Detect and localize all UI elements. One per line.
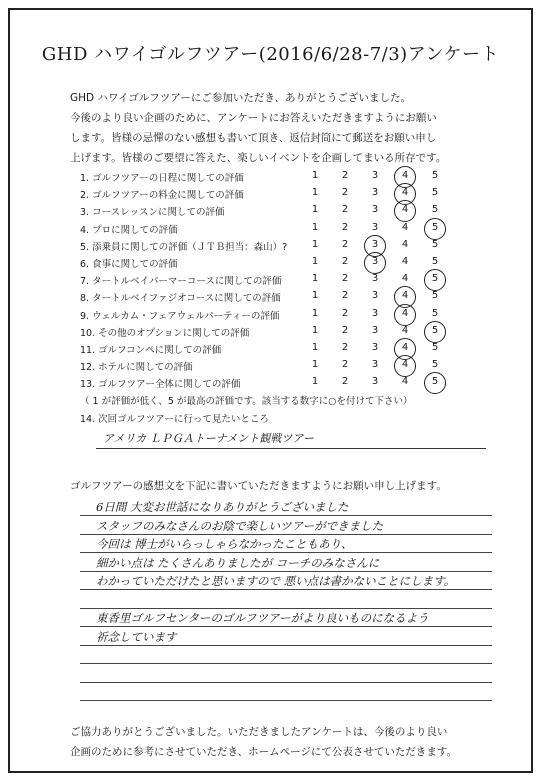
ruled-line [80, 608, 492, 609]
score-option-3[interactable]: 3 [371, 170, 379, 181]
score-option-4[interactable]: 4 [401, 307, 409, 319]
score-option-3[interactable]: 3 [371, 204, 379, 216]
score-option-4[interactable]: 4 [401, 204, 409, 216]
question-14-answer[interactable]: アメリカ ＬＰＧＡトーナメント観戦ツアー [103, 432, 314, 445]
question-row [80, 323, 500, 341]
ruled-line [80, 700, 492, 701]
score-option-1[interactable]: 1 [311, 238, 319, 250]
selected-circle [424, 372, 446, 394]
score-option-2[interactable]: 2 [341, 273, 349, 285]
question-row [80, 340, 500, 358]
score-option-1[interactable]: 1 [311, 342, 319, 353]
question-label: 8. タートルベイファジオコースに関しての評価 [80, 293, 281, 305]
question-label: 13. ゴルフツアー全体に関しての評価 [80, 379, 241, 391]
comment-line: スタッフのみなさんのお陰で楽しいツアーができました [96, 518, 384, 533]
score-option-3[interactable]: 3 [371, 290, 379, 302]
score-option-1[interactable]: 1 [311, 170, 319, 181]
score-option-2[interactable]: 2 [341, 238, 349, 250]
page-title: GHD ハワイゴルフツアー(2016/6/28-7/3)アンケート [41, 44, 500, 65]
comment-line: 6日間 大変お世話になりありがとうございました [96, 500, 349, 514]
score-option-1[interactable]: 1 [311, 359, 319, 371]
ruled-line [80, 571, 492, 572]
question-label: 5. 添乗員に関しての評価（ＪＴＢ担当：森山）? [80, 241, 288, 253]
score-option-2[interactable]: 2 [341, 359, 349, 371]
score-option-4[interactable]: 4 [401, 290, 409, 302]
ruled-line [80, 515, 492, 516]
intro-text [70, 88, 510, 168]
question-row [80, 168, 500, 186]
score-option-3[interactable]: 3 [371, 256, 379, 267]
score-option-5[interactable]: 5 [431, 221, 439, 233]
question-label: 11. ゴルフコンペに関しての評価 [80, 345, 222, 356]
score-option-2[interactable]: 2 [341, 342, 349, 353]
closing-line: 企画のために参考にさせていただき、ホームページにて公表させていただきます。 [70, 746, 458, 758]
ruled-line [80, 645, 492, 646]
ruled-line [80, 626, 492, 627]
question-label: 10. その他のオプションに関しての評価 [80, 327, 250, 339]
ruled-line [80, 552, 492, 553]
score-option-5[interactable]: 5 [431, 290, 439, 302]
comment-line: 今回は 博士がいらっしゃらなかったこともあり、 [96, 537, 353, 551]
comment-section-title: ゴルフツアーの感想文を下記に書いていただきますようにお願い申し上げます。 [70, 480, 447, 492]
score-option-1[interactable]: 1 [311, 307, 319, 319]
comment-line: わかっていただけたと思いますので 悪い点は書かないことにします。 [96, 574, 456, 588]
question-label: 1. ゴルフツアーの日程に関しての評価 [80, 173, 244, 184]
score-option-3[interactable]: 3 [371, 342, 379, 353]
score-option-5[interactable]: 5 [431, 187, 439, 199]
score-option-2[interactable]: 2 [341, 256, 349, 267]
score-option-5[interactable]: 5 [431, 324, 439, 336]
scale-note: （ 1 が評価が低く、5 が最高の評価です。該当する数字に○を付けて下さい） [80, 396, 413, 407]
score-option-5[interactable]: 5 [431, 256, 439, 267]
score-option-1[interactable]: 1 [311, 376, 319, 388]
intro-line: GHD ハワイゴルフツアーにご参加いただき、ありがとうございました。 [70, 92, 411, 104]
score-option-1[interactable]: 1 [311, 221, 319, 233]
score-option-2[interactable]: 2 [341, 204, 349, 216]
question-label: 7. タートルベイパーマーコースに関しての評価 [80, 276, 282, 288]
score-option-3[interactable]: 3 [371, 376, 379, 388]
score-option-2[interactable]: 2 [341, 187, 349, 199]
question-label: 2. ゴルフツアーの料金に関しての評価 [80, 190, 244, 202]
comment-line: 東香里ゴルフセンターのゴルフツアーがより良いものになるよう [96, 611, 429, 625]
survey-sheet [8, 8, 533, 773]
score-option-4[interactable]: 4 [401, 342, 409, 353]
score-option-2[interactable]: 2 [341, 290, 349, 302]
comment-line: 祈念しています [96, 629, 177, 644]
score-option-5[interactable]: 5 [431, 342, 439, 353]
closing-text [70, 722, 510, 762]
question-label: 4. プロに関しての評価 [80, 224, 178, 236]
score-option-5[interactable]: 5 [431, 273, 439, 285]
score-option-5[interactable]: 5 [431, 204, 439, 216]
closing-line: ご協力ありがとうございました。いただきましたアンケートは、今後のより良い [70, 726, 448, 738]
score-option-4[interactable]: 4 [401, 359, 409, 371]
score-option-4[interactable]: 4 [401, 256, 409, 267]
score-option-5[interactable]: 5 [431, 307, 439, 319]
score-option-1[interactable]: 1 [311, 324, 319, 336]
score-option-5[interactable]: 5 [431, 170, 439, 181]
intro-line: 今後のより良い企画のために、アンケートにお答えいただきますようにお願い [70, 112, 437, 124]
score-option-4[interactable]: 4 [401, 238, 409, 250]
ruled-line [80, 682, 492, 683]
question-row [80, 185, 500, 203]
score-option-3[interactable]: 3 [371, 221, 379, 233]
intro-line: 上げます。皆様のご要望に答えた、楽しいイベントを企画してまいる所存です。 [70, 152, 447, 164]
score-option-4[interactable]: 4 [401, 324, 409, 336]
score-option-1[interactable]: 1 [311, 204, 319, 216]
question-row [80, 374, 500, 392]
score-option-2[interactable]: 2 [341, 170, 349, 181]
score-option-4[interactable]: 4 [401, 221, 409, 233]
score-option-4[interactable]: 4 [401, 170, 409, 181]
score-option-3[interactable]: 3 [371, 187, 379, 199]
score-option-5[interactable]: 5 [431, 238, 439, 250]
question-label: 9. ウェルカム・フェアウェルパーティーの評価 [80, 310, 280, 322]
score-option-4[interactable]: 4 [401, 273, 409, 285]
score-option-5[interactable]: 5 [431, 376, 439, 388]
score-option-3[interactable]: 3 [371, 238, 379, 250]
score-option-3[interactable]: 3 [371, 324, 379, 336]
comment-line: 細かい点は たくさんありましたが コーチのみなさんに [96, 555, 380, 570]
ruled-line [80, 534, 492, 535]
score-option-2[interactable]: 2 [341, 324, 349, 336]
ruled-line [80, 663, 492, 664]
score-option-3[interactable]: 3 [371, 273, 379, 285]
question-14-label: 14. 次回ゴルフツアーに行って見たいところ [80, 414, 269, 425]
score-option-3[interactable]: 3 [371, 359, 379, 371]
score-option-1[interactable]: 1 [311, 187, 319, 199]
question-label: 12. ホテルに関しての評価 [80, 362, 193, 374]
score-option-1[interactable]: 1 [311, 256, 319, 267]
score-option-4[interactable]: 4 [401, 187, 409, 199]
question-row [80, 288, 500, 306]
score-option-2[interactable]: 2 [341, 376, 349, 388]
question-label: 6. 食事に関しての評価 [80, 259, 178, 270]
question-label: 3. コースレッスンに関しての評価 [80, 207, 225, 219]
score-option-2[interactable]: 2 [341, 221, 349, 233]
score-option-1[interactable]: 1 [311, 273, 319, 285]
score-option-4[interactable]: 4 [401, 376, 409, 388]
score-option-3[interactable]: 3 [371, 307, 379, 319]
intro-line: します。皆様の忌憚のない感想も書いて頂き、返信封筒にて郵送をお願い申し [70, 132, 437, 144]
question-row [80, 271, 500, 289]
score-option-5[interactable]: 5 [431, 359, 439, 371]
ruled-line [80, 589, 492, 590]
question-row [80, 220, 500, 238]
score-option-1[interactable]: 1 [311, 290, 319, 302]
question-row [80, 237, 500, 255]
answer-line [96, 448, 486, 449]
score-option-2[interactable]: 2 [341, 307, 349, 319]
